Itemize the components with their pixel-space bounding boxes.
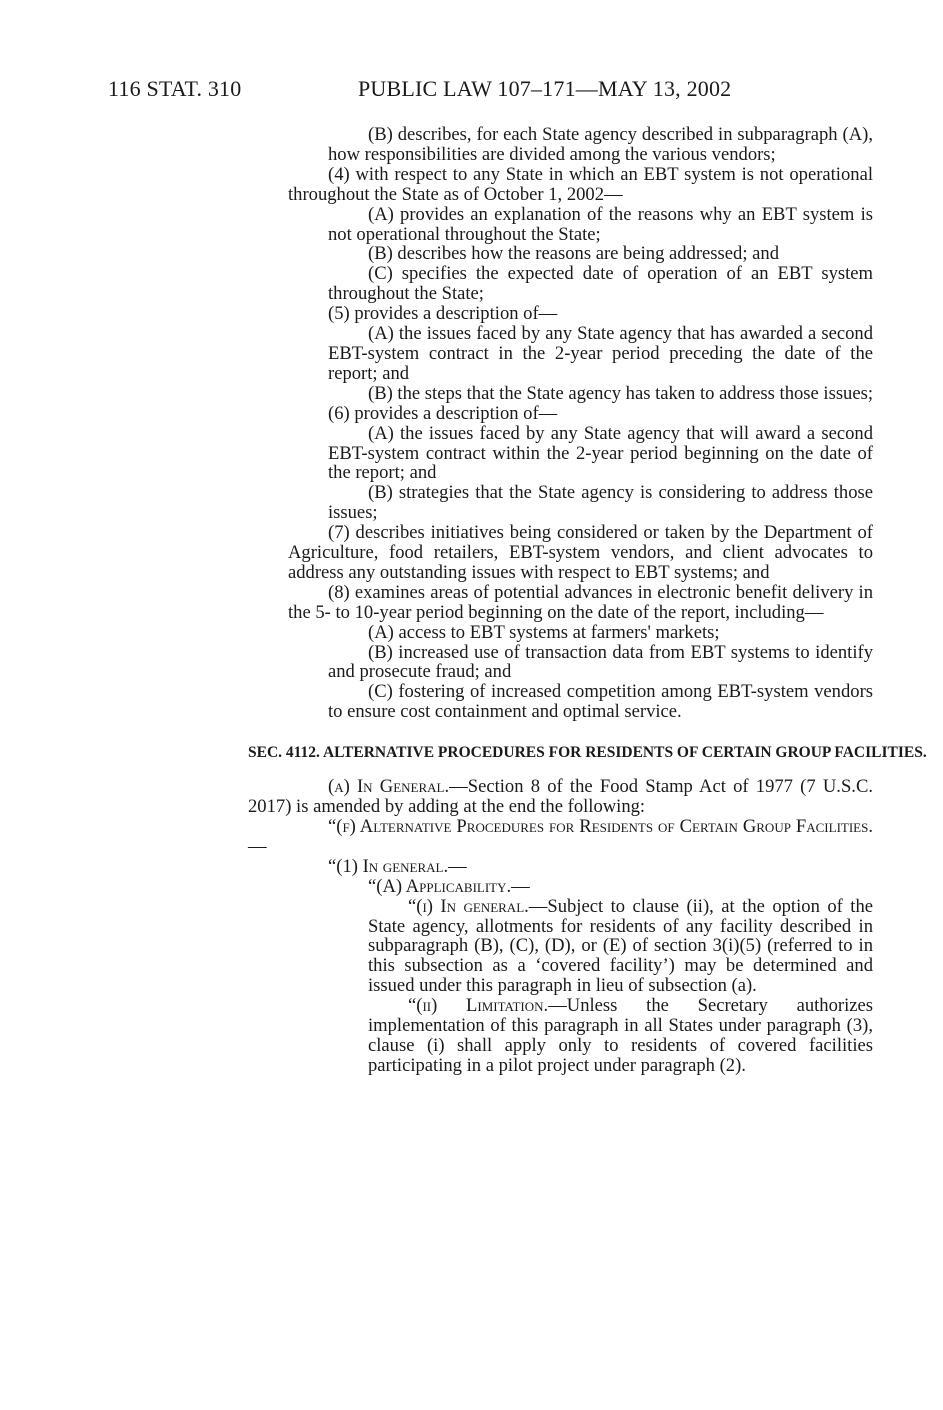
paragraph-7: (7) describes initiatives being considered or taken by the Department of Agriculture, food retailers, EBT-system vendors, and client advocates to address any outstanding issues with respect to EBT systems; and bbox=[288, 522, 873, 583]
paragraph-8: (8) examines areas of potential advances in electronic benefit delivery in the 5- to 10-year period beginning on the date of the report, including— bbox=[288, 581, 873, 623]
paragraph-6: (6) provides a description of— bbox=[328, 402, 558, 424]
paragraph-4b: (B) describes how the reasons are being addressed; and bbox=[368, 243, 779, 265]
paragraph-6a: (A) the issues faced by any State agency that will award a second EBT-system contract within the 2-year period beginning on the date of the report; and bbox=[328, 422, 873, 484]
paragraph-4c: (C) specifies the expected date of operation of an EBT system throughout the State; bbox=[328, 263, 873, 305]
document-body bbox=[248, 124, 927, 1076]
clause-ii-text: —Unless the Secretary authorizes implementation of this paragraph in all States under paragraph (3), clause (i) shall apply only to residents of covered facilities participating in a pilot project under paragraph (2). bbox=[368, 995, 874, 1076]
paragraph-8b: (B) increased use of transaction data from EBT systems to identify and prosecute fraud; and bbox=[328, 641, 873, 683]
paragraph-4a: (A) provides an explanation of the reasons why an EBT system is not operational throughout the State; bbox=[328, 203, 873, 245]
paragraph-5: (5) provides a description of— bbox=[328, 303, 558, 325]
paragraph-8c: (C) fostering of increased competition among EBT-system vendors to ensure cost containment and optimal service. bbox=[328, 681, 873, 723]
clause-i-text: —Subject to clause (ii), at the option of the State agency, allotments for residents of any facility described in subparagraph (B), (C), (D), or (E) of section 3(i)(5) (referred to in this subsection as a ‘covered facility’) may be determined and issued under this paragraph in lieu of subsection (a). bbox=[368, 895, 873, 997]
subparagraph-f1a-heading: “(A) Applicability. bbox=[368, 875, 512, 897]
paragraph-f1-dash: — bbox=[448, 855, 467, 877]
clause-i-heading: “(i) In general. bbox=[408, 895, 529, 917]
paragraph-4: (4) with respect to any State in which an EBT system is not operational throughout the State as of October 1, 2002— bbox=[288, 163, 873, 205]
subsection-a-text: —Section 8 of the Food Stamp Act of 1977 (7 U.S.C. 2017) is amended by adding at the end the following: bbox=[248, 776, 873, 818]
paragraph-3b: (B) describes, for each State agency described in subparagraph (A), how responsibilities are divided among the various vendors; bbox=[328, 124, 873, 165]
subsection-a-heading: (a) In General. bbox=[328, 776, 450, 798]
subsection-f-dash: — bbox=[248, 835, 267, 857]
clause-ii bbox=[288, 996, 873, 1076]
clause-i bbox=[288, 897, 873, 997]
paragraph-6b: (B) strategies that the State agency is considering to address those issues; bbox=[328, 482, 873, 524]
subparagraph-f1a-dash: — bbox=[511, 875, 530, 897]
page-citation: 116 STAT. 310 bbox=[108, 76, 242, 101]
subparagraph-f1a bbox=[288, 877, 873, 897]
running-header: PUBLIC LAW 107–171—MAY 13, 2002 bbox=[358, 76, 732, 101]
subsection-f bbox=[248, 817, 873, 857]
paragraph-f1-heading: “(1) In general. bbox=[328, 855, 449, 877]
subsection-a bbox=[248, 777, 873, 817]
subsection-f-heading: “(f) Alternative Procedures for Residents of Certain Group Facilities. bbox=[328, 816, 873, 837]
paragraph-f1 bbox=[288, 857, 873, 877]
clause-ii-heading: “(ii) Limitation. bbox=[408, 995, 549, 1017]
paragraph-5b: (B) the steps that the State agency has taken to address those issues; bbox=[368, 382, 874, 404]
paragraph-5a: (A) the issues faced by any State agency that has awarded a second EBT-system contract in the 2-year period preceding the date of the report; and bbox=[328, 323, 873, 384]
paragraph-8a: (A) access to EBT systems at farmers' markets; bbox=[368, 621, 720, 643]
section-heading: SEC. 4112. ALTERNATIVE PROCEDURES FOR RESIDENTS OF CERTAIN GROUP FACILITIES. bbox=[248, 744, 927, 762]
